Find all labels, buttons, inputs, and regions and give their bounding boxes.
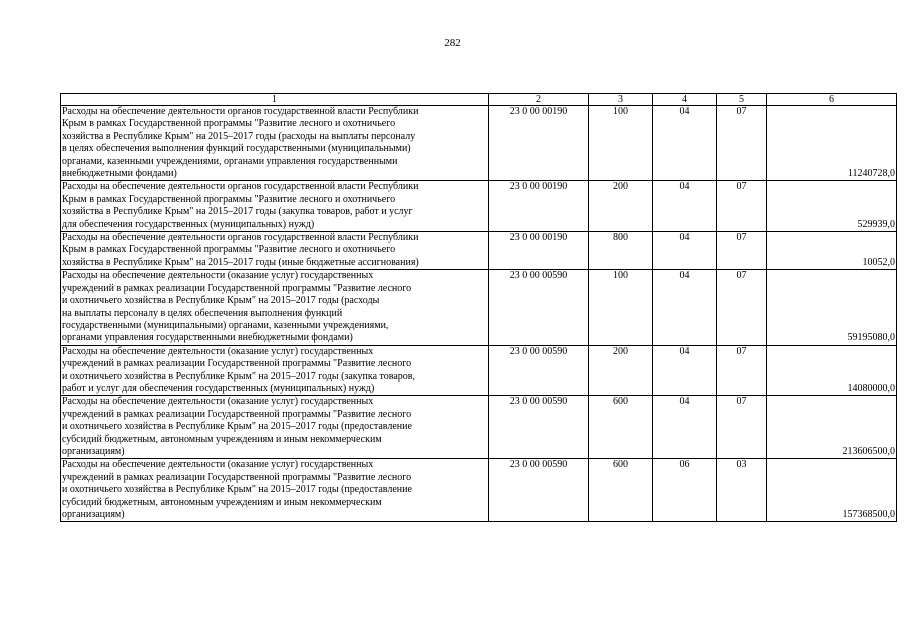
amount: 14080000,0 bbox=[767, 345, 897, 396]
description-line: хозяйства в Республике Крым" на 2015–2017 годы (закупка товаров, работ и услуг bbox=[62, 206, 413, 218]
expense-description bbox=[61, 345, 489, 396]
target-code: 23 0 00 00190 bbox=[489, 181, 589, 232]
description-line: для обеспечения государственных (муниципальных) нужд) bbox=[62, 218, 315, 230]
expense-type: 200 bbox=[589, 345, 653, 396]
description-line: хозяйства в Республике Крым" на 2015–2017 годы (иные бюджетные ассигнования) bbox=[62, 256, 419, 268]
page-number: 282 bbox=[444, 37, 461, 49]
description-line: организациям) bbox=[62, 509, 125, 520]
description-line: учреждений в рамках реализации Государственной программы "Развитие лесного bbox=[62, 471, 412, 483]
target-code: 23 0 00 00190 bbox=[489, 106, 589, 181]
section: 04 bbox=[653, 345, 717, 396]
header-cell-6: 6 bbox=[767, 94, 897, 106]
header-cell-2: 2 bbox=[489, 94, 589, 106]
expense-type: 100 bbox=[589, 270, 653, 345]
description-line: организациям) bbox=[62, 445, 125, 457]
header-cell-1: 1 bbox=[61, 94, 489, 106]
description-line: Расходы на обеспечение деятельности (оказание услуг) государственных bbox=[62, 345, 374, 357]
description-line: Расходы на обеспечение деятельности (оказание услуг) государственных bbox=[62, 270, 374, 282]
subsection: 07 bbox=[717, 396, 767, 459]
amount: 157368500,0 bbox=[767, 459, 897, 522]
description-line: государственными (муниципальными) органами, казенными учреждениями, bbox=[62, 319, 389, 331]
description-line: Крым в рамках Государственной программы "Развитие лесного и охотничьего bbox=[62, 118, 396, 130]
table-row bbox=[61, 396, 897, 459]
description-line: учреждений в рамках реализации Государственной программы "Развитие лесного bbox=[62, 408, 412, 420]
expense-type: 600 bbox=[589, 396, 653, 459]
expense-description bbox=[61, 270, 489, 345]
description-line: Расходы на обеспечение деятельности (оказание услуг) государственных bbox=[62, 459, 374, 471]
header-cell-4: 4 bbox=[653, 94, 717, 106]
target-code: 23 0 00 00590 bbox=[489, 270, 589, 345]
description-line: в целях обеспечения выполнения функций государственными (муниципальными) bbox=[62, 143, 411, 155]
amount: 213606500,0 bbox=[767, 396, 897, 459]
table-row bbox=[61, 270, 897, 345]
header-cell-5: 5 bbox=[717, 94, 767, 106]
table-row bbox=[61, 232, 897, 270]
subsection: 03 bbox=[717, 459, 767, 522]
budget-table bbox=[60, 93, 897, 522]
target-code: 23 0 00 00590 bbox=[489, 345, 589, 396]
section: 06 bbox=[653, 459, 717, 522]
table-row bbox=[61, 459, 897, 522]
section: 04 bbox=[653, 396, 717, 459]
section: 04 bbox=[653, 181, 717, 232]
section: 04 bbox=[653, 106, 717, 181]
description-line: Расходы на обеспечение деятельности органов государственной власти Республики bbox=[62, 106, 419, 117]
amount: 59195080,0 bbox=[767, 270, 897, 345]
amount: 11240728,0 bbox=[767, 106, 897, 181]
description-line: Крым в рамках Государственной программы "Развитие лесного и охотничьего bbox=[62, 244, 396, 256]
expense-description bbox=[61, 459, 489, 522]
description-line: субсидий бюджетным, автономным учреждениям и иным некоммерческим bbox=[62, 433, 382, 445]
description-line: субсидий бюджетным, автономным учреждениям и иным некоммерческим bbox=[62, 496, 382, 508]
description-line: и охотничьего хозяйства в Республике Крым" на 2015–2017 годы (предоставление bbox=[62, 421, 412, 433]
description-line: Расходы на обеспечение деятельности органов государственной власти Республики bbox=[62, 181, 419, 193]
target-code: 23 0 00 00590 bbox=[489, 396, 589, 459]
description-line: и охотничьего хозяйства в Республике Крым" на 2015–2017 годы (расходы bbox=[62, 295, 380, 307]
header-row bbox=[61, 94, 897, 106]
expense-type: 800 bbox=[589, 232, 653, 270]
table-row bbox=[61, 106, 897, 181]
description-line: внебюджетными фондами) bbox=[62, 168, 177, 180]
description-line: учреждений в рамках реализации Государственной программы "Развитие лесного bbox=[62, 282, 412, 294]
description-line: хозяйства в Республике Крым" на 2015–2017 годы (расходы на выплаты персоналу bbox=[62, 130, 416, 142]
target-code: 23 0 00 00590 bbox=[489, 459, 589, 522]
subsection: 07 bbox=[717, 106, 767, 181]
expense-description bbox=[61, 396, 489, 459]
description-line: Расходы на обеспечение деятельности органов государственной власти Республики bbox=[62, 232, 419, 244]
description-line: и охотничьего хозяйства в Республике Крым" на 2015–2017 годы (предоставление bbox=[62, 484, 412, 496]
description-line: органами, казенными учреждениями, органами управления государственными bbox=[62, 155, 398, 167]
expense-type: 200 bbox=[589, 181, 653, 232]
table-row bbox=[61, 181, 897, 232]
subsection: 07 bbox=[717, 345, 767, 396]
expense-description bbox=[61, 106, 489, 181]
subsection: 07 bbox=[717, 232, 767, 270]
expense-type: 100 bbox=[589, 106, 653, 181]
description-line: органами управления государственными внебюджетными фондами) bbox=[62, 332, 353, 344]
description-line: и охотничьего хозяйства в Республике Крым" на 2015–2017 годы (закупка товаров, bbox=[62, 370, 416, 382]
header-cell-3: 3 bbox=[589, 94, 653, 106]
section: 04 bbox=[653, 270, 717, 345]
description-line: на выплаты персоналу в целях обеспечения выполнения функций bbox=[62, 307, 343, 319]
amount: 10052,0 bbox=[767, 232, 897, 270]
table-body bbox=[61, 94, 897, 522]
description-line: работ и услуг для обеспечения государственных (муниципальных) нужд) bbox=[62, 382, 375, 394]
expense-description bbox=[61, 232, 489, 270]
expense-type: 600 bbox=[589, 459, 653, 522]
section: 04 bbox=[653, 232, 717, 270]
description-line: Крым в рамках Государственной программы "Развитие лесного и охотничьего bbox=[62, 193, 396, 205]
expense-description bbox=[61, 181, 489, 232]
subsection: 07 bbox=[717, 181, 767, 232]
target-code: 23 0 00 00190 bbox=[489, 232, 589, 270]
amount: 529939,0 bbox=[767, 181, 897, 232]
table-row bbox=[61, 345, 897, 396]
subsection: 07 bbox=[717, 270, 767, 345]
description-line: Расходы на обеспечение деятельности (оказание услуг) государственных bbox=[62, 396, 374, 408]
description-line: учреждений в рамках реализации Государственной программы "Развитие лесного bbox=[62, 358, 412, 370]
